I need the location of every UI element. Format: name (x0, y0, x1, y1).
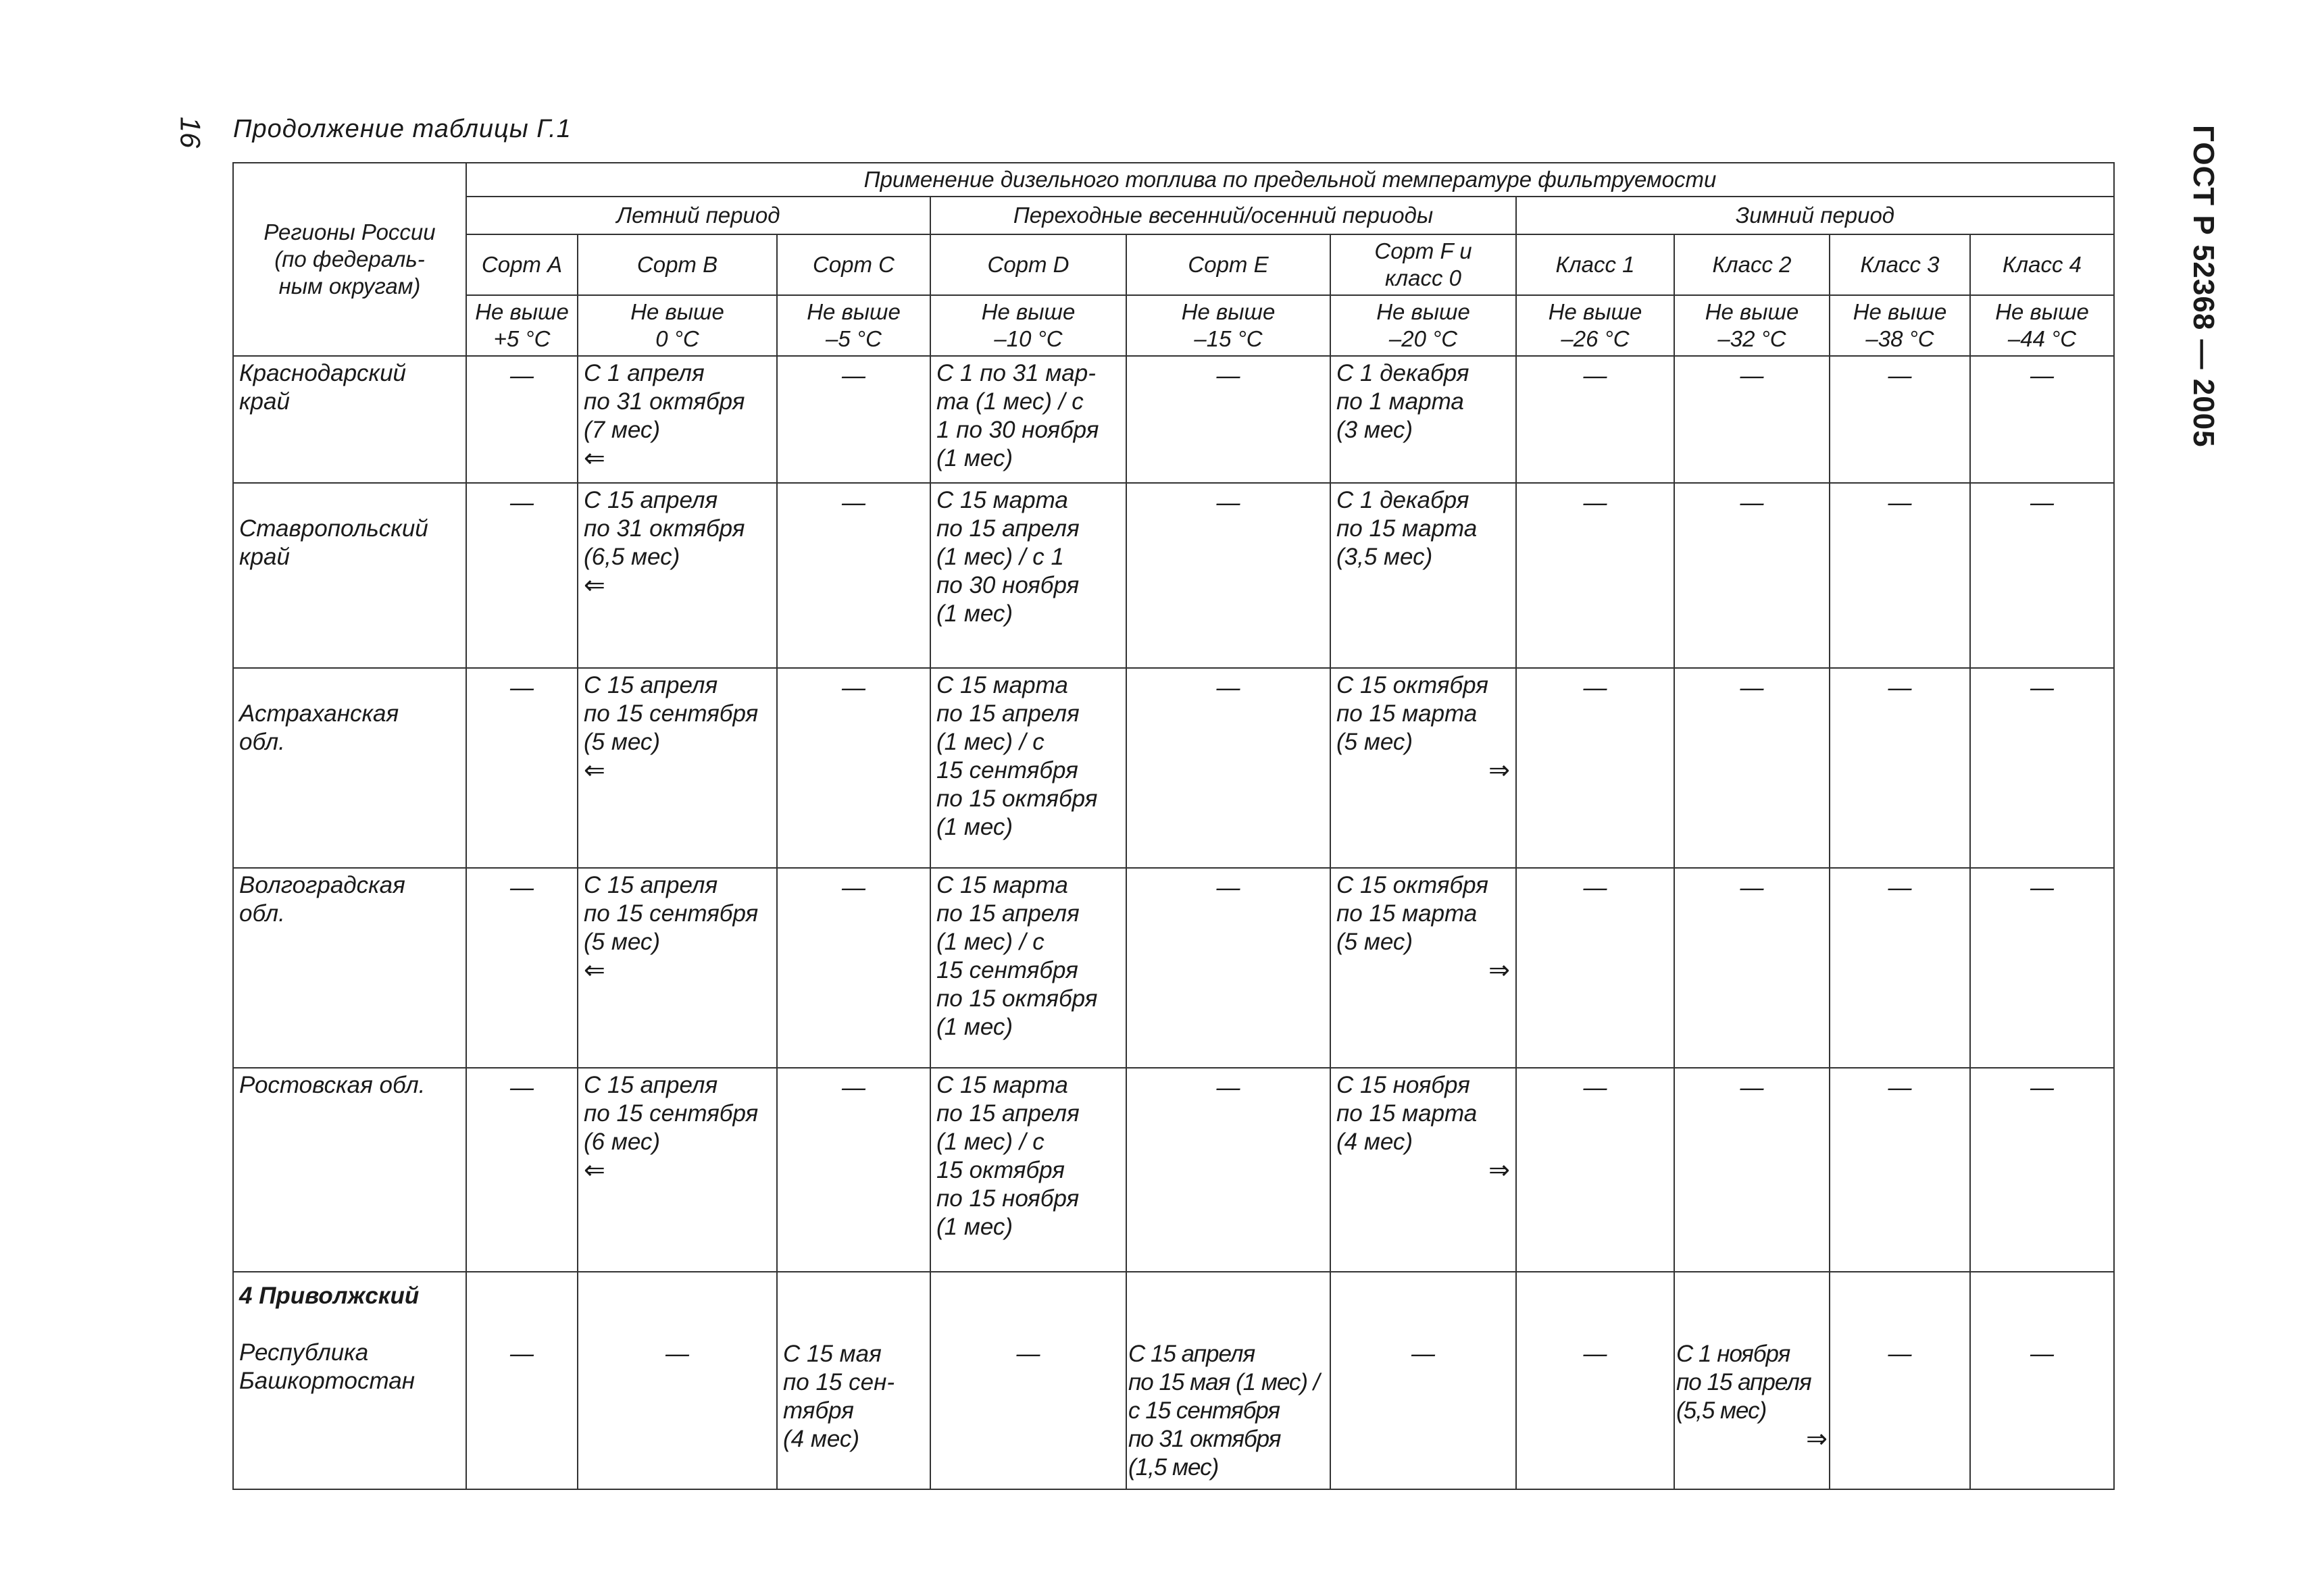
data-cell: С 15 марта по 15 апреля (1 мес) / с 15 сентября по 15 октября (1 мес) (930, 668, 1126, 868)
data-cell: С 1 ноября по 15 апреля (5,5 мес) ⇒ (1674, 1272, 1830, 1489)
limit-header: Не выше –26 °C (1516, 295, 1674, 356)
data-cell: — (1970, 1068, 2114, 1272)
region-cell: Астраханская обл. (233, 668, 466, 868)
arrow-right-icon: ⇒ (1806, 1425, 1828, 1453)
arrow-left-icon: ⇐ (584, 1156, 605, 1185)
group-transition: Переходные весенний/осенний периоды (930, 197, 1516, 234)
data-cell: — (1126, 668, 1330, 868)
limit-header: Не выше –38 °C (1830, 295, 1970, 356)
data-cell: — (1516, 483, 1674, 668)
table-row (233, 483, 2114, 668)
table-caption: Продолжение таблицы Г.1 (233, 115, 572, 143)
data-cell: — (1674, 868, 1830, 1068)
data-cell: — (1830, 356, 1970, 483)
arrow-right-icon: ⇒ (1488, 956, 1510, 985)
data-cell: С 15 ноября по 15 марта (4 мес) ⇒ (1330, 1068, 1516, 1272)
data-cell: — (1830, 483, 1970, 668)
table-row (233, 868, 2114, 1068)
table-row (233, 356, 2114, 483)
grade-header: Сорт D (930, 234, 1126, 295)
data-cell: — (466, 668, 578, 868)
data-cell: — (1674, 356, 1830, 483)
arrow-left-icon: ⇐ (584, 756, 605, 785)
grade-header: Сорт A (466, 234, 578, 295)
data-cell: — (1830, 1068, 1970, 1272)
grade-header: Класс 4 (1970, 234, 2114, 295)
data-cell: — (466, 1272, 578, 1489)
limit-header: Не выше –5 °C (777, 295, 930, 356)
data-cell: — (466, 483, 578, 668)
limit-header: Не выше 0 °C (578, 295, 777, 356)
data-cell: — (1516, 1272, 1674, 1489)
data-cell: С 15 апреля по 15 сентября (5 мес) ⇐ (578, 868, 777, 1068)
data-cell: С 15 апреля по 31 октября (6,5 мес) ⇐ (578, 483, 777, 668)
data-cell: — (777, 1068, 930, 1272)
data-cell: — (1830, 668, 1970, 868)
group-winter: Зимний период (1516, 197, 2114, 234)
table-row (233, 668, 2114, 868)
data-cell: — (578, 1272, 777, 1489)
data-cell: — (1516, 1068, 1674, 1272)
federal-district-heading: 4 Приволжский (239, 1283, 420, 1309)
data-cell: — (1970, 483, 2114, 668)
data-cell: С 1 декабря по 1 марта (3 мес) (1330, 356, 1516, 483)
grade-header: Класс 3 (1830, 234, 1970, 295)
arrow-left-icon: ⇐ (584, 956, 605, 985)
limit-header: Не выше +5 °C (466, 295, 578, 356)
data-cell: С 1 по 31 мар- та (1 мес) / с 1 по 30 ноября (1 мес) (930, 356, 1126, 483)
grade-header: Сорт C (777, 234, 930, 295)
data-cell: — (1126, 868, 1330, 1068)
data-cell: — (777, 668, 930, 868)
standard-code: ГОСТ Р 52368 — 2005 (2187, 125, 2220, 448)
data-cell: С 1 декабря по 15 марта (3,5 мес) (1330, 483, 1516, 668)
table-row (233, 1068, 2114, 1272)
page-number: 16 (174, 116, 207, 149)
data-cell: — (1830, 868, 1970, 1068)
region-cell: Волгоградская обл. (233, 868, 466, 1068)
grade-header: Класс 2 (1674, 234, 1830, 295)
data-cell: — (1516, 356, 1674, 483)
header-regions: Регионы России (по федераль- ным округам) (233, 163, 466, 356)
fuel-application-table (232, 162, 2115, 1490)
data-cell: — (1970, 868, 2114, 1068)
data-cell: — (1330, 1272, 1516, 1489)
data-cell: — (930, 1272, 1126, 1489)
data-cell: — (777, 868, 930, 1068)
data-cell: С 15 марта по 15 апреля (1 мес) / с 15 октября по 15 ноября (1 мес) (930, 1068, 1126, 1272)
data-cell: — (1830, 1272, 1970, 1489)
limit-header: Не выше –15 °C (1126, 295, 1330, 356)
region-cell: Ростовская обл. (233, 1068, 466, 1272)
region-cell: Ставропольский край (233, 483, 466, 668)
group-summer: Летний период (466, 197, 930, 234)
data-cell: С 15 апреля по 15 сентября (6 мес) ⇐ (578, 1068, 777, 1272)
grade-header: Сорт E (1126, 234, 1330, 295)
grade-header: Сорт F и класс 0 (1330, 234, 1516, 295)
data-cell: — (1516, 668, 1674, 868)
data-cell: — (1516, 868, 1674, 1068)
header-main-title: Применение дизельного топлива по предельной температуре фильтруемости (466, 163, 2114, 197)
data-cell: С 15 марта по 15 апреля (1 мес) / с 1 по 30 ноября (1 мес) (930, 483, 1126, 668)
data-cell: С 15 октября по 15 марта (5 мес) ⇒ (1330, 668, 1516, 868)
data-cell: — (1126, 483, 1330, 668)
data-cell: — (1970, 1272, 2114, 1489)
grade-header: Класс 1 (1516, 234, 1674, 295)
data-cell: — (1674, 668, 1830, 868)
data-cell: С 15 мая по 15 сен- тября (4 мес) (777, 1272, 930, 1489)
region-cell: Краснодарский край (233, 356, 466, 483)
data-cell: С 15 марта по 15 апреля (1 мес) / с 15 сентября по 15 октября (1 мес) (930, 868, 1126, 1068)
arrow-left-icon: ⇐ (584, 571, 605, 600)
data-cell: С 15 октября по 15 марта (5 мес) ⇒ (1330, 868, 1516, 1068)
data-cell: — (1674, 1068, 1830, 1272)
data-cell: — (466, 356, 578, 483)
data-cell: — (1126, 1068, 1330, 1272)
data-cell: С 1 апреля по 31 октября (7 мес) ⇐ (578, 356, 777, 483)
data-cell: С 15 апреля по 15 сентября (5 мес) ⇐ (578, 668, 777, 868)
data-cell: — (1126, 356, 1330, 483)
arrow-right-icon: ⇒ (1488, 1156, 1510, 1185)
region-cell: 4 Приволжский Республика Башкортостан (233, 1272, 466, 1489)
data-cell: — (1674, 483, 1830, 668)
data-cell: — (777, 356, 930, 483)
data-cell: — (466, 868, 578, 1068)
data-cell: — (777, 483, 930, 668)
grade-header: Сорт B (578, 234, 777, 295)
arrow-right-icon: ⇒ (1488, 756, 1510, 785)
data-cell: — (1970, 356, 2114, 483)
data-cell: С 15 апреля по 15 мая (1 мес) / с 15 сентября по 31 октября (1,5 мес) (1126, 1272, 1330, 1489)
limit-header: Не выше –44 °C (1970, 295, 2114, 356)
limit-header: Не выше –20 °C (1330, 295, 1516, 356)
data-cell: — (466, 1068, 578, 1272)
limit-header: Не выше –32 °C (1674, 295, 1830, 356)
limit-header: Не выше –10 °C (930, 295, 1126, 356)
data-cell: — (1970, 668, 2114, 868)
arrow-left-icon: ⇐ (584, 444, 605, 473)
table-row (233, 1272, 2114, 1489)
